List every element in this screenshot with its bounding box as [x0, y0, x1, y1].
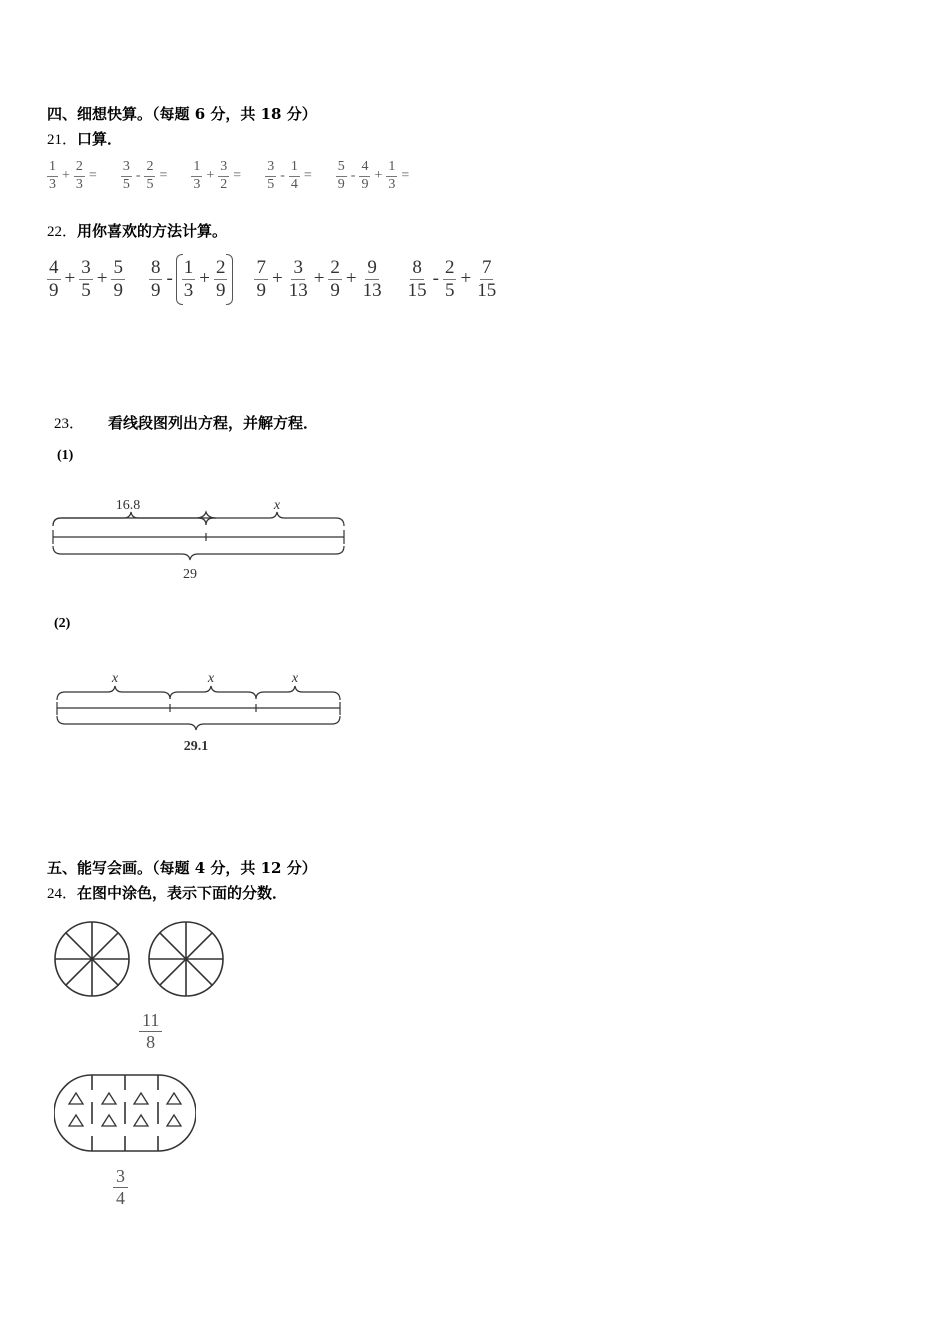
- q22-e3-fraction-a: $\frac{7}{9}$: [256, 257, 266, 301]
- q23-d1-total: 29: [183, 567, 197, 582]
- q24-fraction-1: [138, 1010, 163, 1052]
- q23-d1-top-brace-right: [206, 512, 344, 526]
- question-23-number: 23．: [54, 416, 85, 432]
- question-21: [47, 128, 122, 149]
- q21-e5-fraction-b: $\frac{4}{9}$: [361, 159, 369, 192]
- q21-e2-fraction-a: $\frac{3}{5}$: [122, 159, 130, 192]
- q21-e5-fraction-a: $\frac{5}{9}$: [337, 159, 345, 192]
- q21-e1-fraction-b: $\frac{2}{3}$: [75, 159, 83, 192]
- q22-e3-fraction-b: $\frac{3}{13}$: [288, 257, 308, 301]
- q23-d2-total: 29.1: [183, 739, 209, 754]
- q21-expression-row: [46, 160, 412, 192]
- q24-circle-2: [149, 922, 223, 996]
- q24-fraction-2-numerator: 3: [113, 1167, 128, 1188]
- q22-e2-fraction-c: $\frac{2}{9}$: [215, 257, 226, 301]
- question-22-number: 22．: [47, 224, 78, 240]
- q22-e2-fraction-a: $\frac{8}{9}$: [150, 257, 161, 301]
- q21-e3-fraction-a: $\frac{1}{3}$: [193, 159, 201, 192]
- question-24: [47, 882, 287, 903]
- q22-e4-operator-2: +: [460, 268, 472, 290]
- q21-e1-operator: +: [62, 168, 70, 184]
- section-4-heading: 四、细想快算。（每题 6 分，共 18 分）: [47, 105, 317, 123]
- q22-e2-operator-1: -: [166, 268, 173, 290]
- q23-d1-top-brace-left: [53, 512, 206, 526]
- question-21-number: 21．: [47, 132, 78, 148]
- q23-d1-right-value: x: [273, 498, 281, 513]
- q22-e3-operator-3: +: [345, 268, 357, 290]
- q22-e4-fraction-b: $\frac{2}{5}$: [444, 257, 455, 301]
- question-22: [47, 220, 227, 241]
- q22-e3-fraction-d: $\frac{9}{13}$: [362, 257, 382, 301]
- question-23-text: 看线段图列出方程，并解方程．: [108, 414, 319, 432]
- q24-fraction-1-denominator: 8: [146, 1031, 156, 1052]
- q24-fraction-2-denominator: 4: [116, 1187, 125, 1208]
- q23-part-2-label: (2): [54, 616, 71, 631]
- q22-e1-fraction-a: $\frac{4}{9}$: [49, 257, 59, 301]
- q23-d1-bottom-brace: [53, 546, 344, 560]
- q23-part-1-label: (1): [57, 448, 74, 463]
- q23-line-diagram-2: [52, 666, 348, 756]
- q21-e4-equals: =: [303, 168, 312, 184]
- q22-e1-fraction-c: $\frac{5}{9}$: [113, 257, 123, 301]
- question-21-text: 口算．: [77, 130, 123, 148]
- q21-e3-fraction-b: $\frac{3}{2}$: [220, 159, 228, 192]
- q22-e2-parentheses: [176, 256, 234, 303]
- q23-d2-label-1: x: [111, 671, 119, 686]
- q23-d2-bottom-brace: [57, 716, 340, 730]
- q23-d2-brace-2: [170, 686, 256, 699]
- q21-e5-operator-2: +: [374, 168, 383, 184]
- q22-e1-operator-2: +: [96, 268, 108, 290]
- q22-e1-operator-1: +: [64, 268, 76, 290]
- q21-e4-operator: -: [280, 168, 285, 184]
- question-22-text: 用你喜欢的方法计算。: [77, 222, 228, 240]
- q23-d2-label-2: x: [207, 671, 215, 686]
- q21-e3-operator: +: [206, 168, 215, 184]
- q23-d1-left-value: 16.8: [115, 498, 141, 513]
- q21-e1-equals: =: [88, 168, 97, 184]
- q22-e4-fraction-c: $\frac{7}{15}$: [477, 257, 497, 301]
- section-5-heading: 五、能写会画。（每题 4 分，共 12 分）: [47, 859, 317, 877]
- q21-e4-fraction-b: $\frac{1}{4}$: [290, 159, 298, 192]
- q21-e5-fraction-c: $\frac{1}{3}$: [388, 159, 396, 192]
- q22-e4-fraction-a: $\frac{8}{15}$: [407, 257, 427, 301]
- q23-line-diagram-1: [48, 492, 350, 584]
- q24-fraction-1-numerator: 11: [139, 1011, 162, 1032]
- q22-e2-operator-2: +: [199, 268, 210, 290]
- q24-circles-figure: [50, 918, 242, 1002]
- q21-e5-equals: =: [401, 168, 410, 184]
- q24-stadium-figure: [54, 1072, 196, 1156]
- question-23: [54, 412, 318, 433]
- q21-e2-equals: =: [159, 168, 168, 184]
- q22-e4-operator-1: -: [432, 268, 439, 290]
- q21-e2-operator: -: [135, 168, 141, 184]
- q23-d2-brace-1: [57, 686, 170, 700]
- q24-circle-1: [55, 922, 129, 996]
- q22-e3-operator-1: +: [271, 268, 283, 290]
- q21-e3-equals: =: [233, 168, 242, 184]
- q23-d2-label-3: x: [291, 671, 299, 686]
- question-24-text: 在图中涂色，表示下面的分数．: [77, 884, 288, 902]
- q21-e5-operator-1: -: [350, 168, 356, 184]
- q23-d1-brace-left: [53, 512, 216, 526]
- q21-e4-fraction-a: $\frac{3}{5}$: [267, 159, 275, 192]
- q22-e3-fraction-c: $\frac{2}{9}$: [330, 257, 340, 301]
- q22-expression-row: [46, 256, 499, 303]
- question-24-number: 24．: [47, 886, 78, 902]
- q22-e3-operator-2: +: [313, 268, 325, 290]
- q24-fraction-2: [112, 1166, 129, 1208]
- q22-e1-fraction-b: $\frac{3}{5}$: [81, 257, 91, 301]
- q23-d2-brace-3: [256, 686, 340, 700]
- q22-e2-fraction-b: $\frac{1}{3}$: [183, 257, 194, 301]
- q21-e1-fraction-a: $\frac{1}{3}$: [49, 159, 56, 192]
- q21-e2-fraction-b: $\frac{2}{5}$: [146, 159, 154, 192]
